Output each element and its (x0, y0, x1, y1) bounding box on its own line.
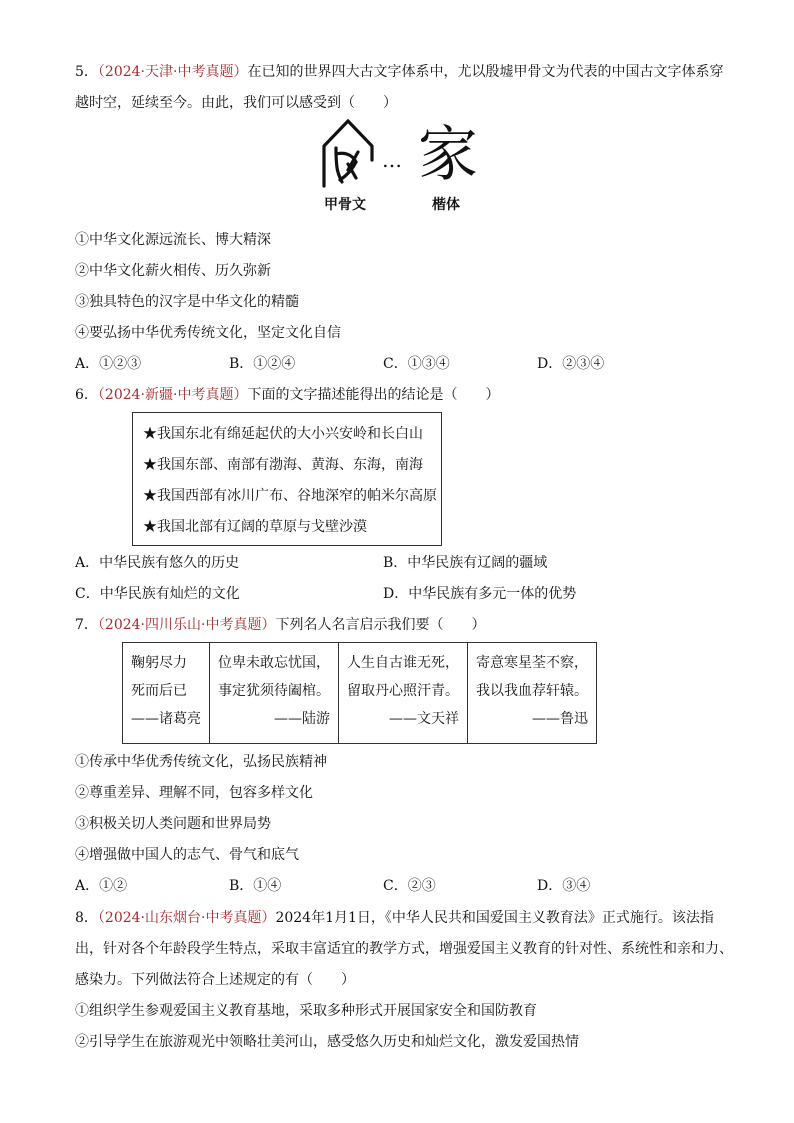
quote-line: 我以我血荐轩辕。 (476, 683, 588, 699)
q8-number: 8． (75, 910, 98, 926)
q5-stem-text: 在已知的世界四大古文字体系中，尤以殷墟甲骨文为代表的中国古文字体系穿 (247, 64, 724, 80)
q7-option-a[interactable]: A．①② (75, 878, 128, 894)
quote-line: 留取丹心照汗青。 (347, 683, 459, 699)
q6-option-a[interactable]: A．中华民族有悠久的历史 (75, 555, 240, 571)
kaishu-character: 家 (418, 120, 478, 190)
q8-stem-text: 2024年1月1日，《中华人民共和国爱国主义教育法》正式施行。该法指 (275, 910, 714, 926)
q7-number: 7． (75, 617, 98, 633)
q6-box-item-3: ★我国西部有冰川广布、谷地深窄的帕米尔高原 (143, 488, 437, 504)
quote-author: ——鲁迅 (532, 711, 588, 727)
q6-material-box (132, 412, 442, 546)
caption-kaishu: 楷体 (432, 197, 460, 213)
q7-statement-3: ③积极关切人类问题和世界局势 (75, 816, 271, 832)
ellipsis-dots: … (382, 148, 403, 172)
q7-option-b[interactable]: B．①④ (229, 878, 282, 894)
quote-cell-luyou (210, 643, 339, 744)
q5-option-c[interactable]: C．①③④ (383, 356, 450, 372)
q7-source: （2024·四川乐山·中考真题） (97, 617, 276, 633)
q6-source: （2024·新疆·中考真题） (97, 387, 248, 403)
q6-box-item-2: ★我国东部、南部有渤海、黄海、东海，南海 (143, 457, 423, 473)
q5-statement-1: ①中华文化源远流长、博大精深 (75, 232, 271, 248)
q7-option-c[interactable]: C．②③ (383, 878, 436, 894)
q6-number: 6． (75, 387, 98, 403)
q5-character-figure (318, 118, 488, 218)
q6-option-b[interactable]: B．中华民族有辽阔的疆域 (383, 555, 548, 571)
oracle-bone-jia-glyph (318, 118, 378, 190)
q6-box-item-4: ★我国北部有辽阔的草原与戈壁沙漠 (143, 519, 367, 535)
quote-cell-zhugeliang (123, 643, 210, 744)
q7-quotes-table (122, 642, 597, 744)
q5-option-d[interactable]: D．②③④ (537, 356, 605, 372)
q8-source: （2024·山东烟台·中考真题） (97, 910, 276, 926)
q6-box-item-1: ★我国东北有绵延起伏的大小兴安岭和长白山 (143, 426, 423, 442)
q8-statement-1: ①组织学生参观爱国主义教育基地，采取多种形式开展国家安全和国防教育 (75, 1003, 537, 1019)
q6-stem-text: 下面的文字描述能得出的结论是（ ） (247, 387, 500, 403)
q6-stem (75, 385, 499, 405)
q7-stem-text: 下列名人名言启示我们要（ ） (275, 617, 486, 633)
q7-stem (75, 615, 485, 635)
quote-cell-luxun (468, 643, 597, 744)
caption-oracle-bone: 甲骨文 (324, 197, 366, 213)
q6-option-d[interactable]: D．中华民族有多元一体的优势 (383, 586, 577, 602)
quote-author: ——诸葛亮 (131, 711, 201, 727)
quote-line: 死而后已 (131, 683, 187, 699)
q8-stem-line2: 出，针对各个年龄段学生特点，采取丰富适宜的教学方式，增强爱国主义教育的针对性、系统性和亲和力、 (75, 941, 733, 957)
q5-stem-line2: 越时空，延续至今。由此，我们可以感受到（ ） (75, 95, 397, 111)
q7-option-d[interactable]: D．③④ (537, 878, 591, 894)
q7-statement-1: ①传承中华优秀传统文化，弘扬民族精神 (75, 754, 327, 770)
quote-author: ——陆游 (274, 711, 330, 727)
quote-line: 人生自古谁无死， (347, 655, 459, 671)
q5-option-a[interactable]: A．①②③ (75, 356, 142, 372)
q5-source: （2024·天津·中考真题） (97, 64, 248, 80)
q5-number: 5． (75, 64, 98, 80)
table-row (123, 643, 597, 744)
q5-option-b[interactable]: B．①②④ (229, 356, 296, 372)
q5-stem-line1 (75, 62, 723, 82)
quote-cell-wentianxiang (339, 643, 468, 744)
q7-statement-2: ②尊重差异、理解不同，包容多样文化 (75, 785, 313, 801)
q6-option-c[interactable]: C．中华民族有灿烂的文化 (75, 586, 240, 602)
q8-stem-line3: 感染力。下列做法符合上述规定的有（ ） (75, 972, 355, 988)
quote-author: ——文天祥 (389, 711, 459, 727)
quote-line: 鞠躬尽力 (131, 655, 187, 671)
q5-statement-3: ③独具特色的汉字是中华文化的精髓 (75, 294, 299, 310)
q5-statement-4: ④要弘扬中华优秀传统文化，坚定文化自信 (75, 325, 341, 341)
q7-statement-4: ④增强做中国人的志气、骨气和底气 (75, 847, 299, 863)
quote-line: 事定犹须待阖棺。 (218, 683, 330, 699)
q5-statement-2: ②中华文化薪火相传、历久弥新 (75, 263, 271, 279)
quote-line: 寄意寒星荃不察， (476, 655, 588, 671)
quote-line: 位卑未敢忘忧国， (218, 655, 330, 671)
q8-stem-line1 (75, 908, 714, 928)
q8-statement-2: ②引导学生在旅游观光中领略壮美河山，感受悠久历史和灿烂文化，激发爱国热情 (75, 1034, 579, 1050)
